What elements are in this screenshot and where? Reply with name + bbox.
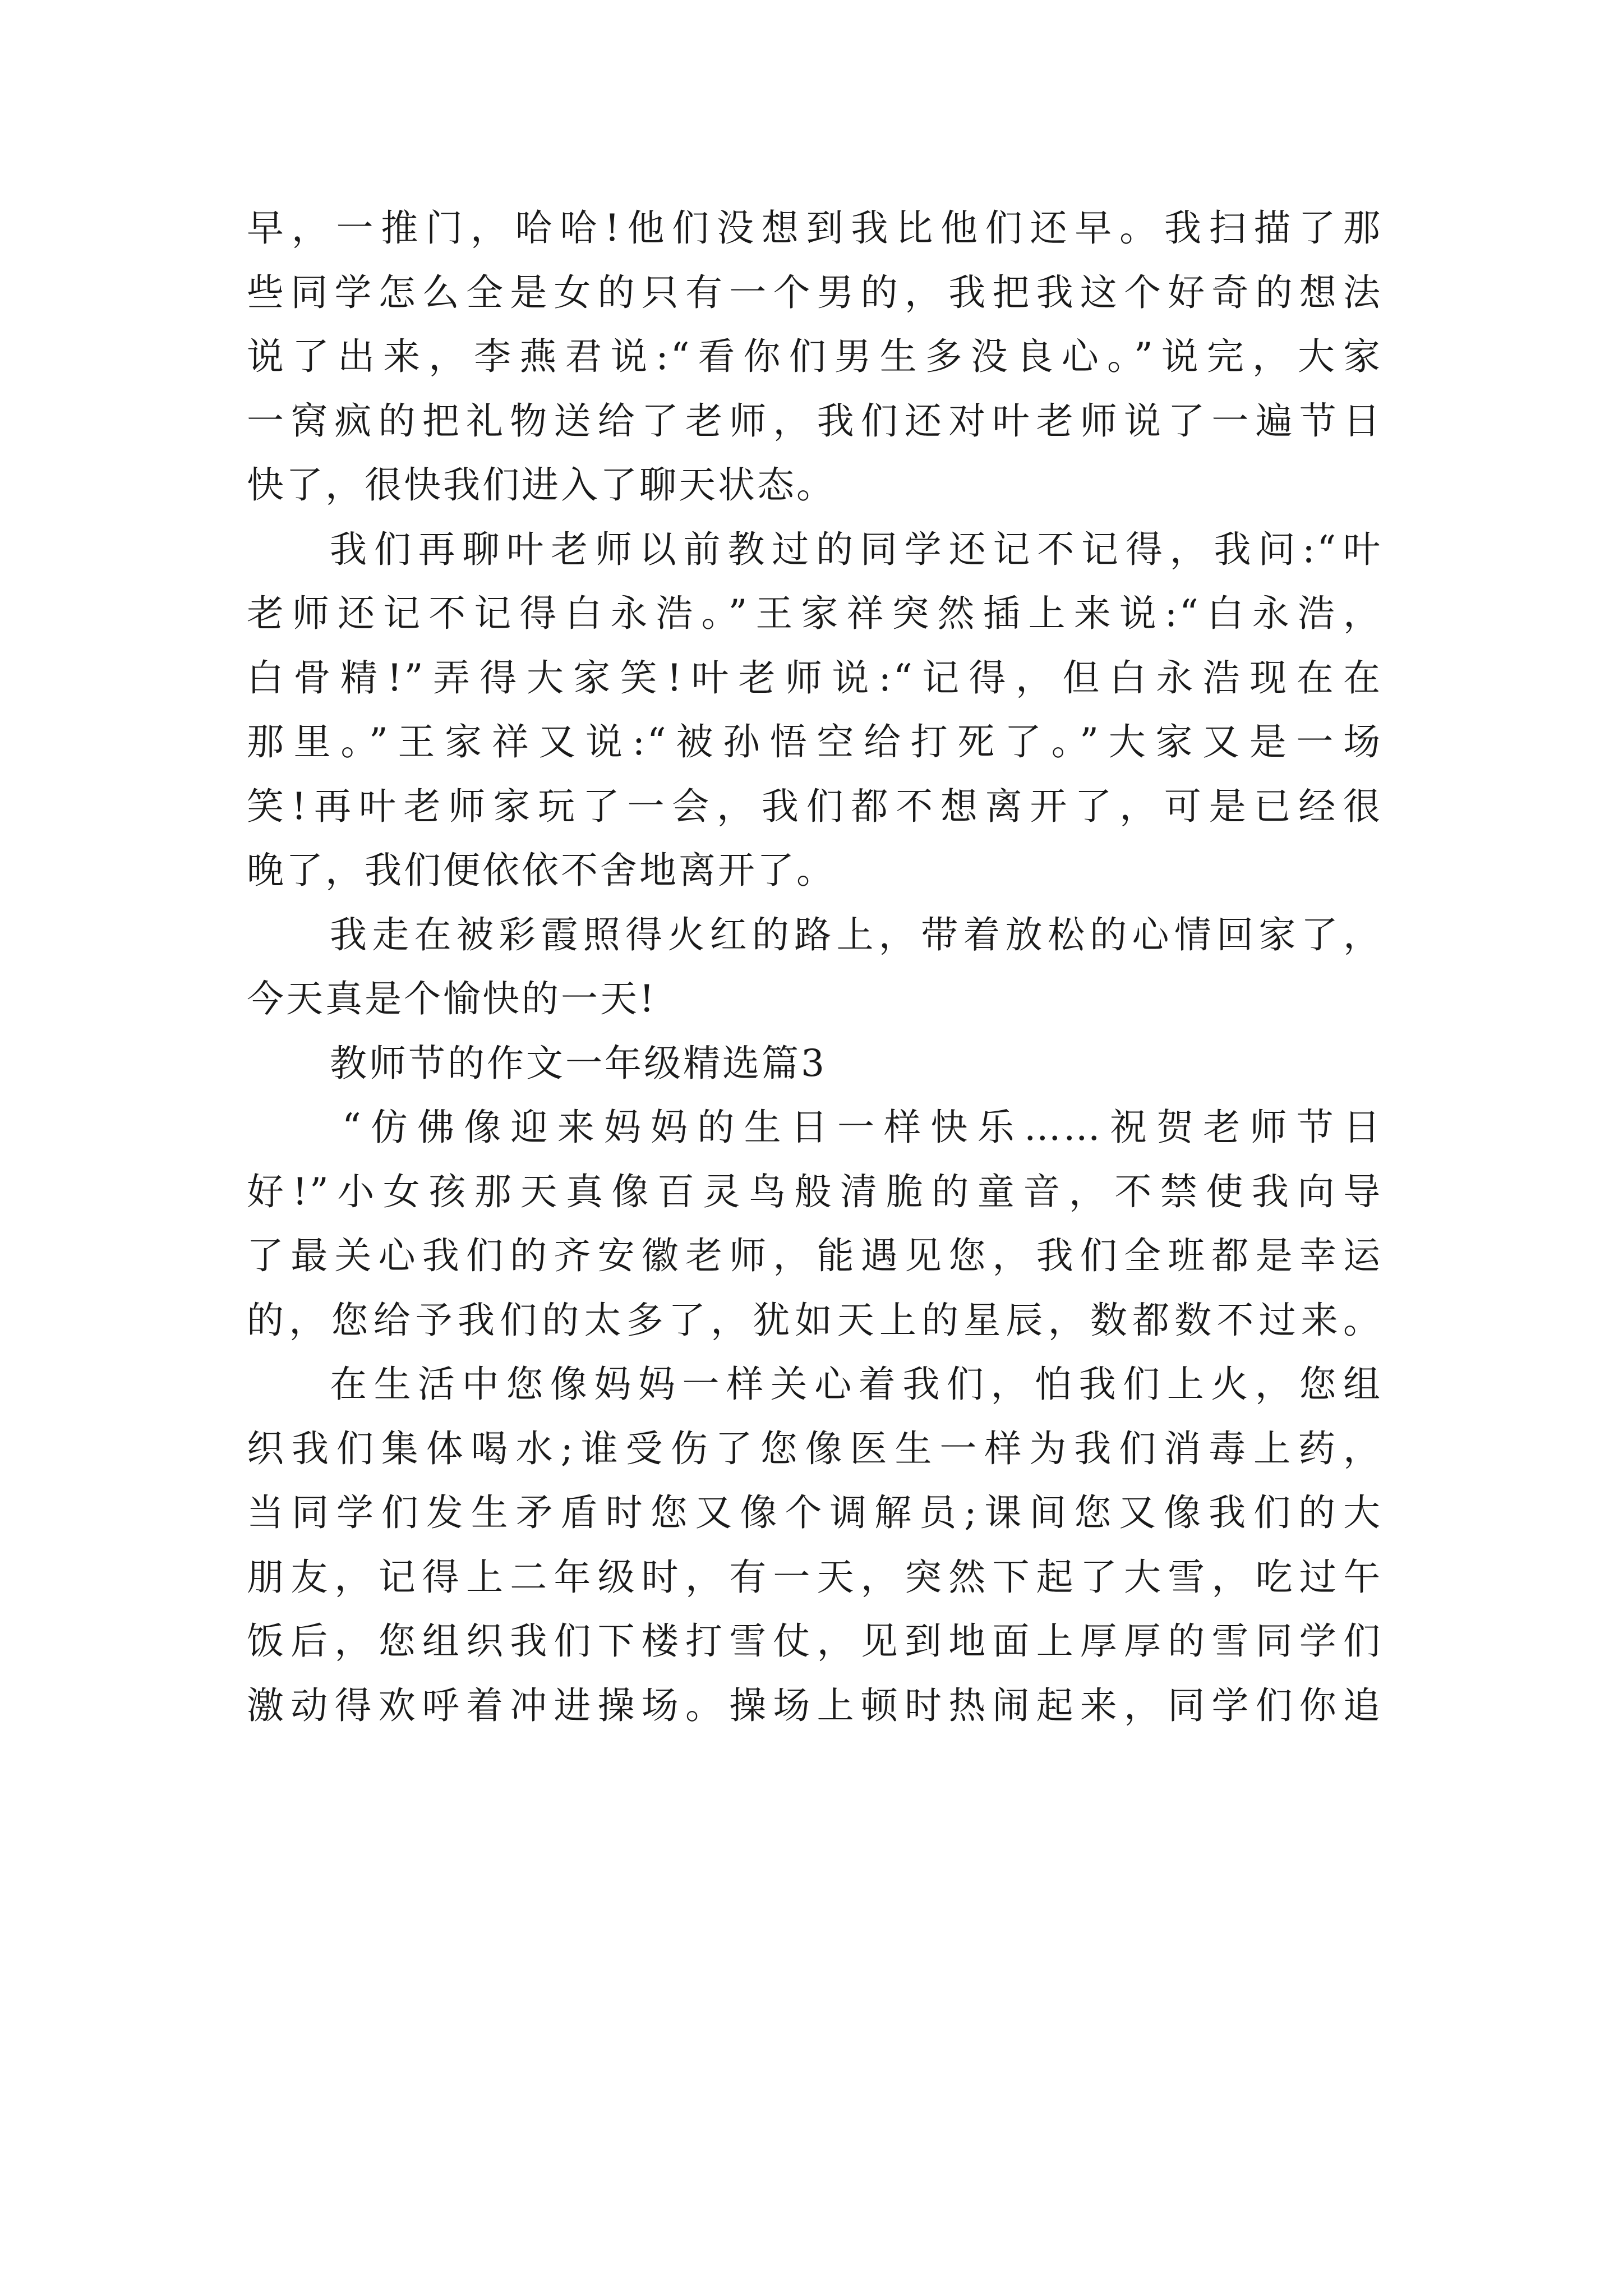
text-line: 那里。”王家祥又说:“被孙悟空给打死了。”大家又是一场 [247,720,1382,763]
text-line: 我们再聊叶老师以前教过的同学还记不记得，我问:“叶 [330,527,1382,571]
text-line: 朋友，记得上二年级时，有一天，突然下起了大雪，吃过午 [247,1555,1382,1599]
text-line: 说了出来，李燕君说:“看你们男生多没良心。”说完，大家 [247,335,1382,378]
paragraph [247,196,1382,518]
text-line: 笑!再叶老师家玩了一会，我们都不想离开了，可是已经很 [247,784,1382,828]
text-line: 饭后，您组织我们下楼打雪仗，见到地面上厚厚的雪同学们 [247,1619,1382,1663]
text-line: 早，一推门，哈哈!他们没想到我比他们还早。我扫描了那 [247,206,1382,250]
heading-text: 教师节的作文一年级精选篇3 [330,1041,827,1085]
text-line: 快了，很快我们进入了聊天状态。 [247,463,836,507]
paragraph [247,903,1382,1032]
text-line: 好!”小女孩那天真像百灵鸟般清脆的童音，不禁使我向导 [247,1170,1382,1213]
text-line: 的，您给予我们的太多了，犹如天上的星辰，数都数不过来。 [247,1298,1382,1342]
text-line: 晚了，我们便依依不舍地离开了。 [247,849,836,892]
paragraph [247,1096,1382,1352]
paragraph [247,518,1382,903]
text-line: 织我们集体喝水;谁受伤了您像医生一样为我们消毒上药， [247,1427,1382,1470]
text-line: 些同学怎么全是女的只有一个男的，我把我这个好奇的想法 [247,270,1382,314]
text-line: “仿佛像迎来妈妈的生日一样快乐……祝贺老师节日 [342,1106,1382,1149]
text-line: 一窝疯的把礼物送给了老师，我们还对叶老师说了一遍节日 [247,399,1382,443]
text-line: 了最关心我们的齐安徽老师，能遇见您，我们全班都是幸运 [247,1234,1382,1277]
text-line: 激动得欢呼着冲进操场。操场上顿时热闹起来，同学们你追 [247,1683,1382,1727]
text-line: 今天真是个愉快的一天! [247,977,657,1020]
paragraph [247,1352,1382,1738]
section-heading [247,1032,1382,1096]
text-line: 我走在被彩霞照得火红的路上，带着放松的心情回家了， [330,913,1382,956]
text-line: 老师还记不记得白永浩。”王家祥突然插上来说:“白永浩， [247,592,1382,635]
document-body [247,196,1382,1738]
text-line: 白骨精!”弄得大家笑!叶老师说:“记得，但白永浩现在在 [247,656,1382,700]
text-line: 在生活中您像妈妈一样关心着我们，怕我们上火，您组 [330,1363,1382,1406]
text-line: 当同学们发生矛盾时您又像个调解员;课间您又像我们的大 [247,1491,1382,1534]
